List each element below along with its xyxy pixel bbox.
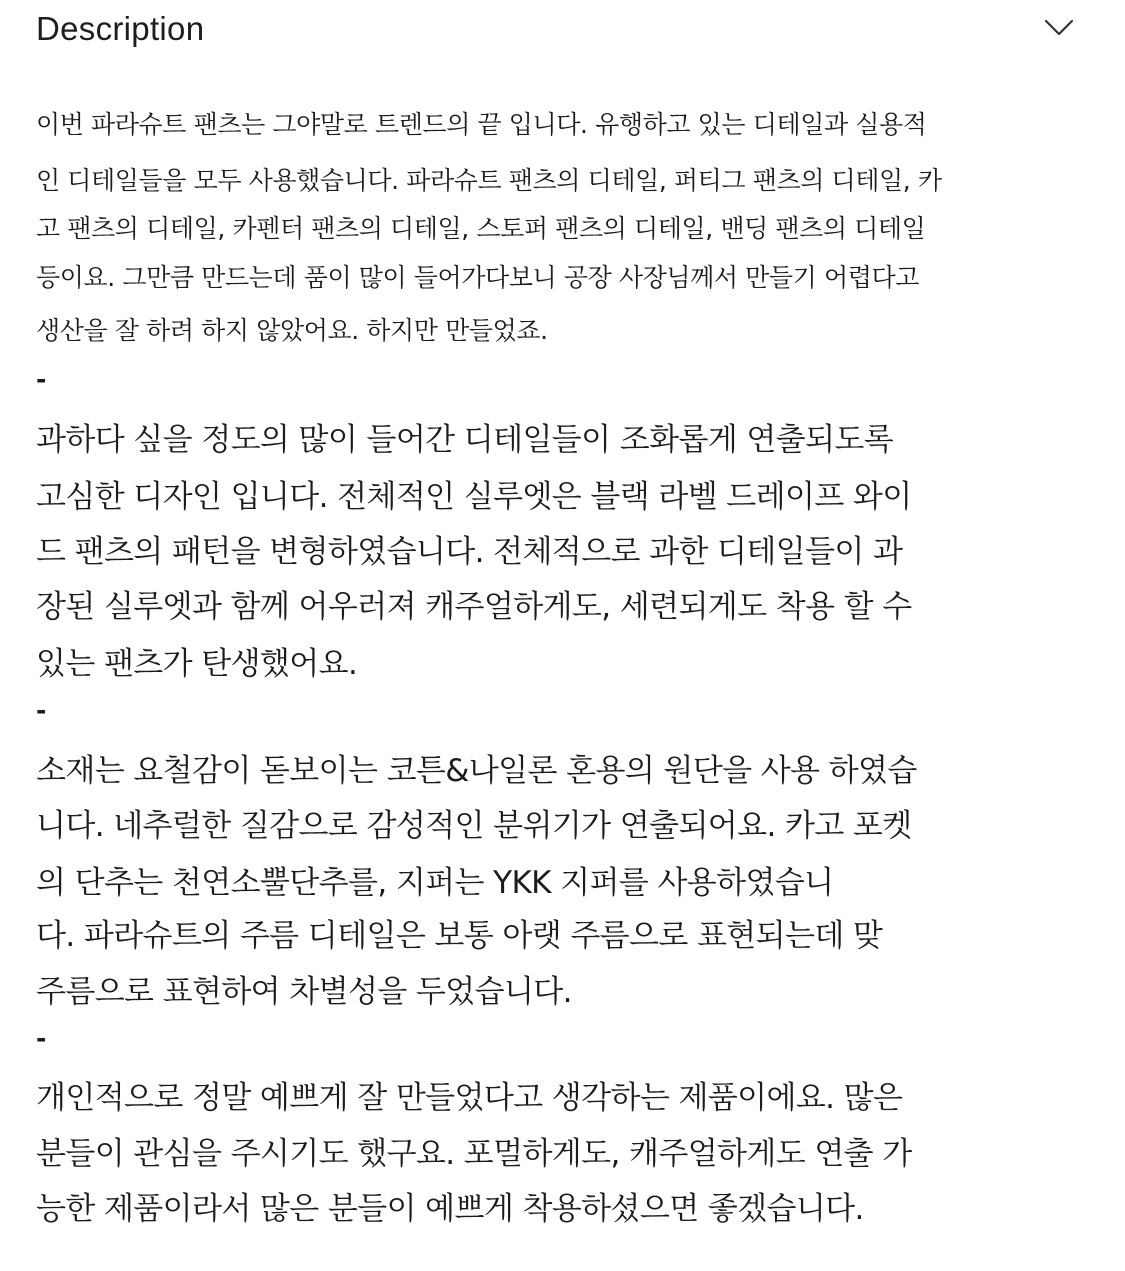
description-header[interactable] (36, 0, 1088, 60)
separator: - (36, 365, 47, 394)
section-title: Description (36, 10, 205, 47)
intro-line: 인 디테일들을 모두 사용했습니다. 파라슈트 팬츠의 디테일, 퍼티그 팬츠의 디테일, 카 (36, 166, 942, 195)
intro-line: 생산을 잘 하려 하지 않았어요. 하지만 만들었죠. (36, 316, 548, 345)
chevron-down-icon[interactable] (1044, 16, 1074, 38)
body-line: 과하다 싶을 정도의 많이 들어간 디테일들이 조화롭게 연출되도록 (36, 422, 894, 458)
body-line: 분들이 관심을 주시기도 했구요. 포멀하게도, 캐주얼하게도 연출 가 (36, 1136, 912, 1172)
body-line: 니다. 네추럴한 질감으로 감성적인 분위기가 연출되어요. 카고 포켓 (36, 808, 912, 844)
body-line: 드 팬츠의 패턴을 변형하였습니다. 전체적으로 과한 디테일들이 과 (36, 534, 903, 570)
body-line: 능한 제품이라서 많은 분들이 예쁘게 착용하셨으면 좋겠습니다. (36, 1191, 864, 1227)
body-line: 다. 파라슈트의 주름 디테일은 보통 아랫 주름으로 표현되는데 맞 (36, 918, 883, 954)
separator: - (36, 1024, 47, 1053)
intro-line: 이번 파라슈트 팬츠는 그야말로 트렌드의 끝 입니다. 유행하고 있는 디테일과 실용적 (36, 110, 927, 139)
separator: - (36, 696, 47, 725)
body-line: 주름으로 표현하여 차별성을 두었습니다. (36, 974, 572, 1010)
body-line: 의 단추는 천연소뿔단추를, 지퍼는 YKK 지퍼를 사용하였습니 (36, 865, 834, 901)
body-line: 개인적으로 정말 예쁘게 잘 만들었다고 생각하는 제품이에요. 많은 (36, 1080, 903, 1116)
intro-line: 등이요. 그만큼 만드는데 품이 많이 들어가다보니 공장 사장님께서 만들기 어렵다고 (36, 263, 919, 292)
body-line: 고심한 디자인 입니다. 전체적인 실루엣은 블랙 라벨 드레이프 와이 (36, 479, 912, 515)
body-line: 소재는 요철감이 돋보이는 코튼&나일론 혼용의 원단을 사용 하였습 (36, 753, 917, 789)
body-line: 있는 팬츠가 탄생했어요. (36, 646, 358, 682)
body-line: 장된 실루엣과 함께 어우러져 캐주얼하게도, 세련되게도 착용 할 수 (36, 589, 912, 625)
intro-line: 고 팬츠의 디테일, 카펜터 팬츠의 디테일, 스토퍼 팬츠의 디테일, 밴딩 팬츠의 디테일 (36, 214, 926, 243)
